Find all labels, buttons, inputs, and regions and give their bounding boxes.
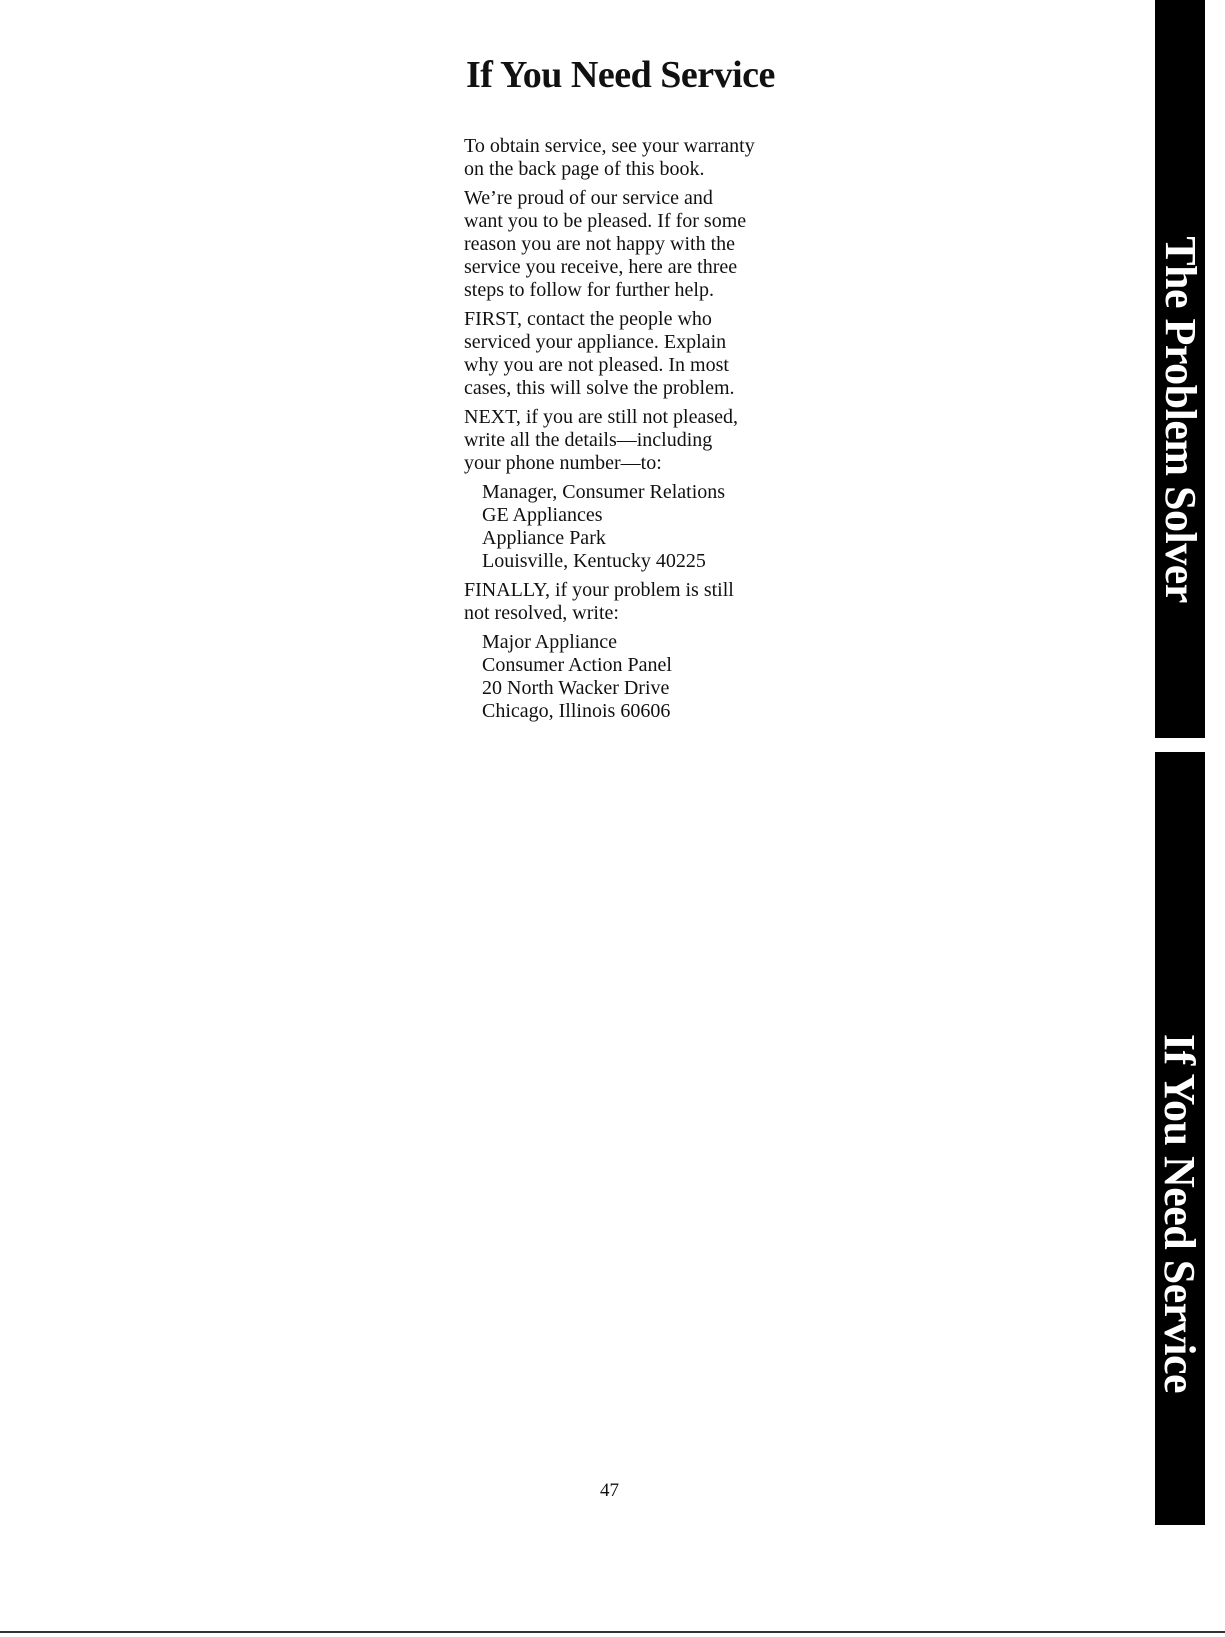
address-action-panel (482, 631, 804, 723)
side-tab-label: The Problem Solver (1155, 235, 1205, 603)
side-tab-label: If You Need Service (1155, 1033, 1205, 1394)
text-line: want you to be pleased. If for some (464, 210, 747, 232)
text-line: reason you are not happy with the (464, 233, 736, 255)
text-line: NEXT, if you are still not pleased, (464, 406, 739, 428)
bottom-rule (0, 1631, 1225, 1633)
text-line: your phone number—to: (464, 452, 662, 474)
text-line: To obtain service, see your warranty (464, 135, 755, 157)
text-line: serviced your appliance. Explain (464, 331, 727, 353)
address-line: 20 North Wacker Drive (482, 677, 670, 699)
paragraph-warranty (464, 135, 804, 181)
text-line: service you receive, here are three (464, 256, 738, 278)
paragraph-finally-step (464, 579, 804, 625)
side-tab-problem-solver (1155, 0, 1205, 738)
address-line: Chicago, Illinois 60606 (482, 700, 671, 722)
text-line: not resolved, write: (464, 602, 619, 624)
paragraph-next-step (464, 406, 804, 475)
address-line: Consumer Action Panel (482, 654, 672, 676)
body-text (464, 135, 804, 729)
text-line: We’re proud of our service and (464, 187, 713, 209)
page-title: If You Need Service (466, 54, 775, 96)
paragraph-first-step (464, 308, 804, 400)
address-line: Major Appliance (482, 631, 617, 653)
address-line: Louisville, Kentucky 40225 (482, 550, 706, 572)
page-number: 47 (600, 1480, 619, 1501)
text-line: cases, this will solve the problem. (464, 377, 735, 399)
side-tab-if-you-need-service (1155, 752, 1205, 1525)
address-line: Manager, Consumer Relations (482, 481, 726, 503)
text-line: on the back page of this book. (464, 158, 705, 180)
address-line: GE Appliances (482, 504, 603, 526)
text-line: FIRST, contact the people who (464, 308, 712, 330)
paragraph-proud-of-service (464, 187, 804, 302)
address-consumer-relations (482, 481, 804, 573)
address-line: Appliance Park (482, 527, 606, 549)
text-line: write all the details—including (464, 429, 713, 451)
text-line: why you are not pleased. In most (464, 354, 729, 376)
text-line: steps to follow for further help. (464, 279, 714, 301)
text-line: FINALLY, if your problem is still (464, 579, 734, 601)
